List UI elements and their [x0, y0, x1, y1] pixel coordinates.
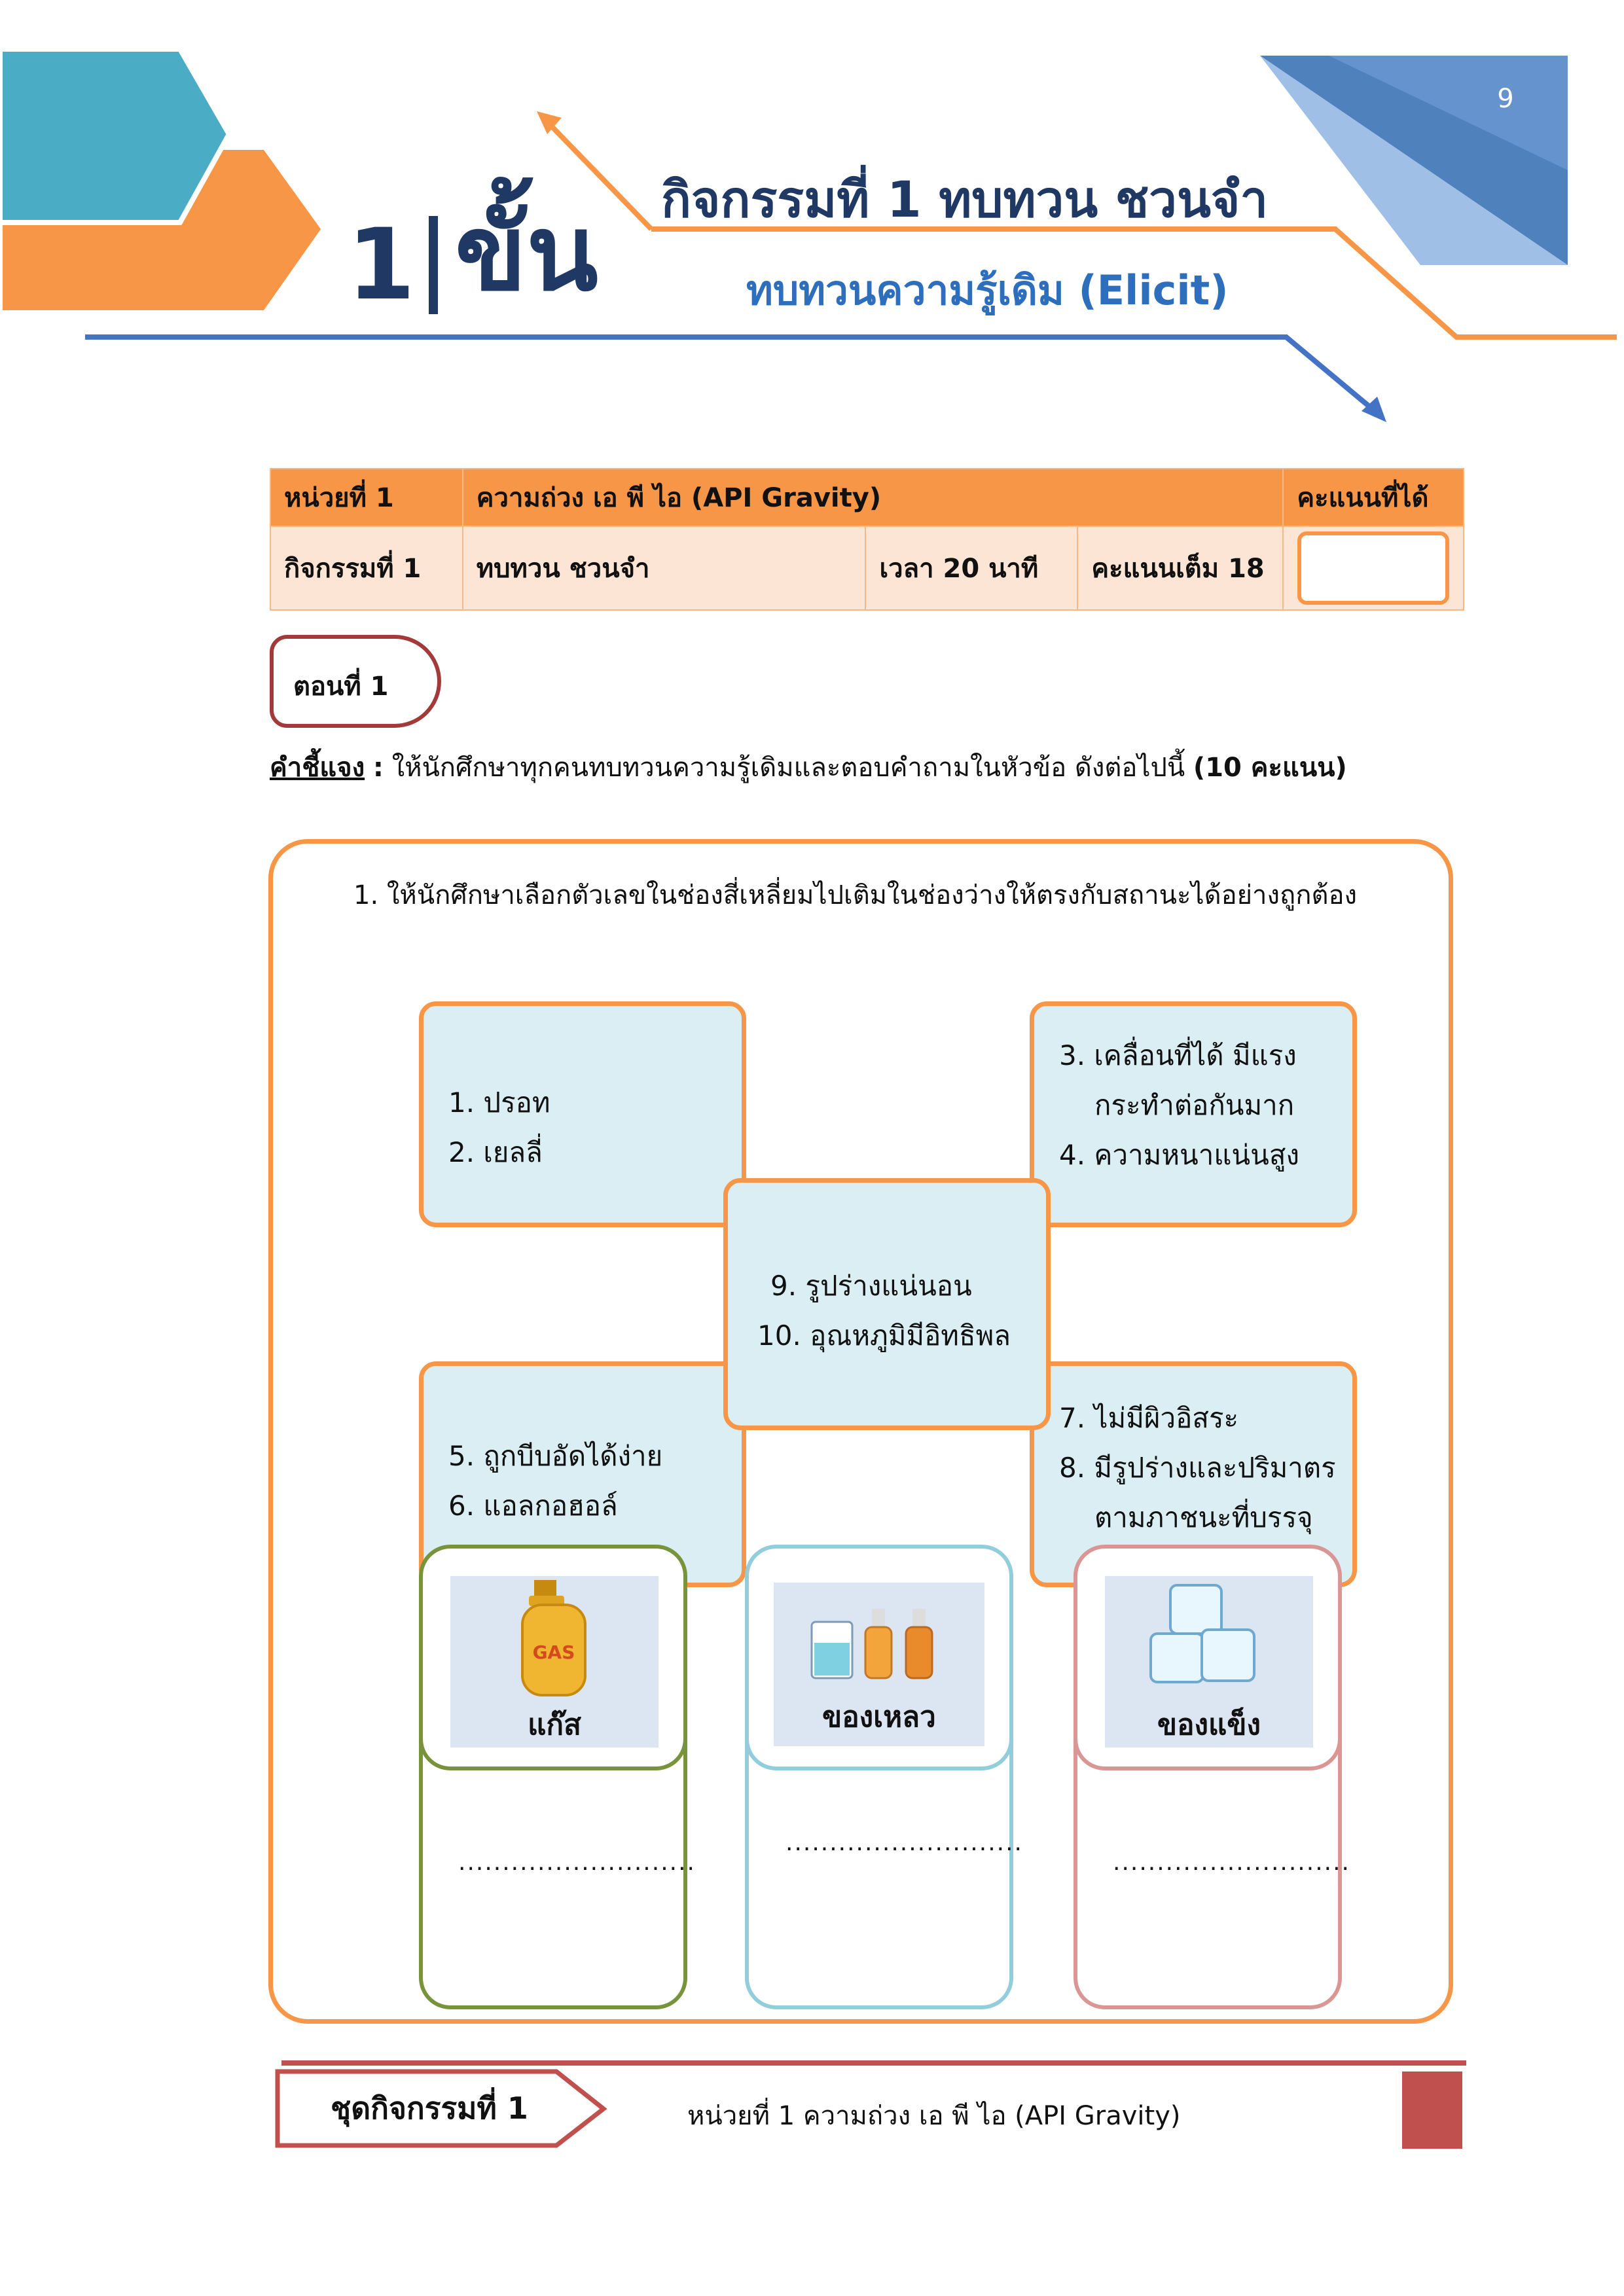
choice-4: 4. ความหนาแน่นสูง [1059, 1139, 1299, 1171]
ice-cube-right [1202, 1630, 1254, 1681]
liquid-label: ของเหลว [822, 1700, 936, 1734]
choice-2: 2. เยลลี่ [448, 1136, 543, 1168]
solid-answer-blank[interactable]: ........................... [1113, 1849, 1350, 1876]
part-label: ตอนที่ 1 [293, 672, 389, 702]
page-number: 9 [1497, 84, 1514, 114]
step-divider [429, 216, 438, 314]
choice-3-cont: กระทำต่อกันมาก [1094, 1089, 1295, 1121]
part-badge [270, 635, 441, 728]
bottle-1-neck [872, 1609, 885, 1628]
choice-box-1 [419, 1001, 746, 1227]
instruction-label: คำชี้แจง [270, 753, 365, 783]
liquid-answer-blank[interactable]: ........................... [785, 1829, 1023, 1856]
gas-tank-text: GAS [532, 1641, 575, 1663]
instruction-line [270, 746, 1347, 788]
choice-10: 10. อุณหภูมิมีอิทธิพล [757, 1319, 1011, 1352]
unit-name: ความถ่วง เอ พี ไอ (API Gravity) [463, 469, 1284, 526]
choice-3: 3. เคลื่อนที่ได้ มีแรง [1059, 1039, 1297, 1071]
ice-cube-left [1151, 1634, 1203, 1682]
activity-label: กิจกรรมที่ 1 [270, 526, 463, 610]
choice-7: 7. ไม่มีผิวอิสระ [1059, 1402, 1239, 1434]
instruction-points: (10 คะแนน) [1193, 753, 1347, 783]
choice-6: 6. แอลกอฮอล์ [448, 1490, 618, 1522]
gas-valve [534, 1580, 556, 1597]
score-label: คะแนนที่ได้ [1283, 469, 1464, 526]
footer-label: ชุดกิจกรรมที่ 1 [331, 2090, 528, 2126]
step-number: 1 [347, 208, 416, 322]
page-title: กิจกรรมที่ 1 ทบทวน ชวนจำ [661, 170, 1269, 228]
header-underline-blue [85, 337, 1378, 414]
time-limit: เวลา 20 นาที [865, 526, 1077, 610]
solid-label: ของแข็ง [1157, 1708, 1261, 1742]
bottle-2-neck [912, 1609, 926, 1628]
choice-box-2 [1030, 1001, 1357, 1227]
gas-label: แก๊ส [528, 1708, 581, 1742]
choice-8: 8. มีรูปร่างและปริมาตร [1059, 1452, 1336, 1484]
unit-label: หน่วยที่ 1 [270, 469, 463, 526]
blue-arrow-shape [0, 49, 229, 223]
gas-answer-blank[interactable]: ........................... [458, 1849, 696, 1876]
question-1: 1. ให้นักศึกษาเลือกตัวเลขในช่องสี่เหลี่ยมไปเติมในช่องว่างให้ตรงกับสถานะได้อย่างถูกต้อง [353, 880, 1358, 910]
choice-1: 1. ปรอท [448, 1086, 550, 1119]
bottle-2 [906, 1627, 932, 1678]
activity-name: ทบทวน ชวนจำ [463, 526, 866, 610]
instruction-text: ให้นักศึกษาทุกคนทบทวนความรู้เดิมและตอบคำถามในหัวข้อ ดังต่อไปนี้ [391, 753, 1185, 783]
page-subtitle: ทบทวนความรู้เดิม (Elicit) [746, 266, 1229, 314]
full-score: คะแนนเต็ม 18 [1077, 526, 1283, 610]
choice-8-cont: ตามภาชนะที่บรรจุ [1094, 1501, 1313, 1534]
choice-box-center [723, 1178, 1051, 1430]
footer-text: หน่วยที่ 1 ความถ่วง เอ พี ไอ (API Gravity) [687, 2101, 1181, 2131]
info-row-activity [270, 526, 1464, 610]
score-input-box[interactable] [1297, 531, 1449, 605]
step-word: ขั้น [455, 192, 598, 314]
beaker-liquid [814, 1643, 850, 1676]
info-table [270, 468, 1464, 611]
instruction-colon: : [372, 753, 384, 783]
footer-red-block [1402, 2072, 1462, 2149]
choice-5: 5. ถูกบีบอัดได้ง่าย [448, 1440, 663, 1472]
score-cell [1283, 526, 1464, 610]
info-row-unit [270, 469, 1464, 526]
choice-9: 9. รูปร่างแน่นอน [770, 1270, 972, 1302]
ice-cube-top [1170, 1585, 1221, 1634]
bottle-1 [865, 1627, 892, 1678]
